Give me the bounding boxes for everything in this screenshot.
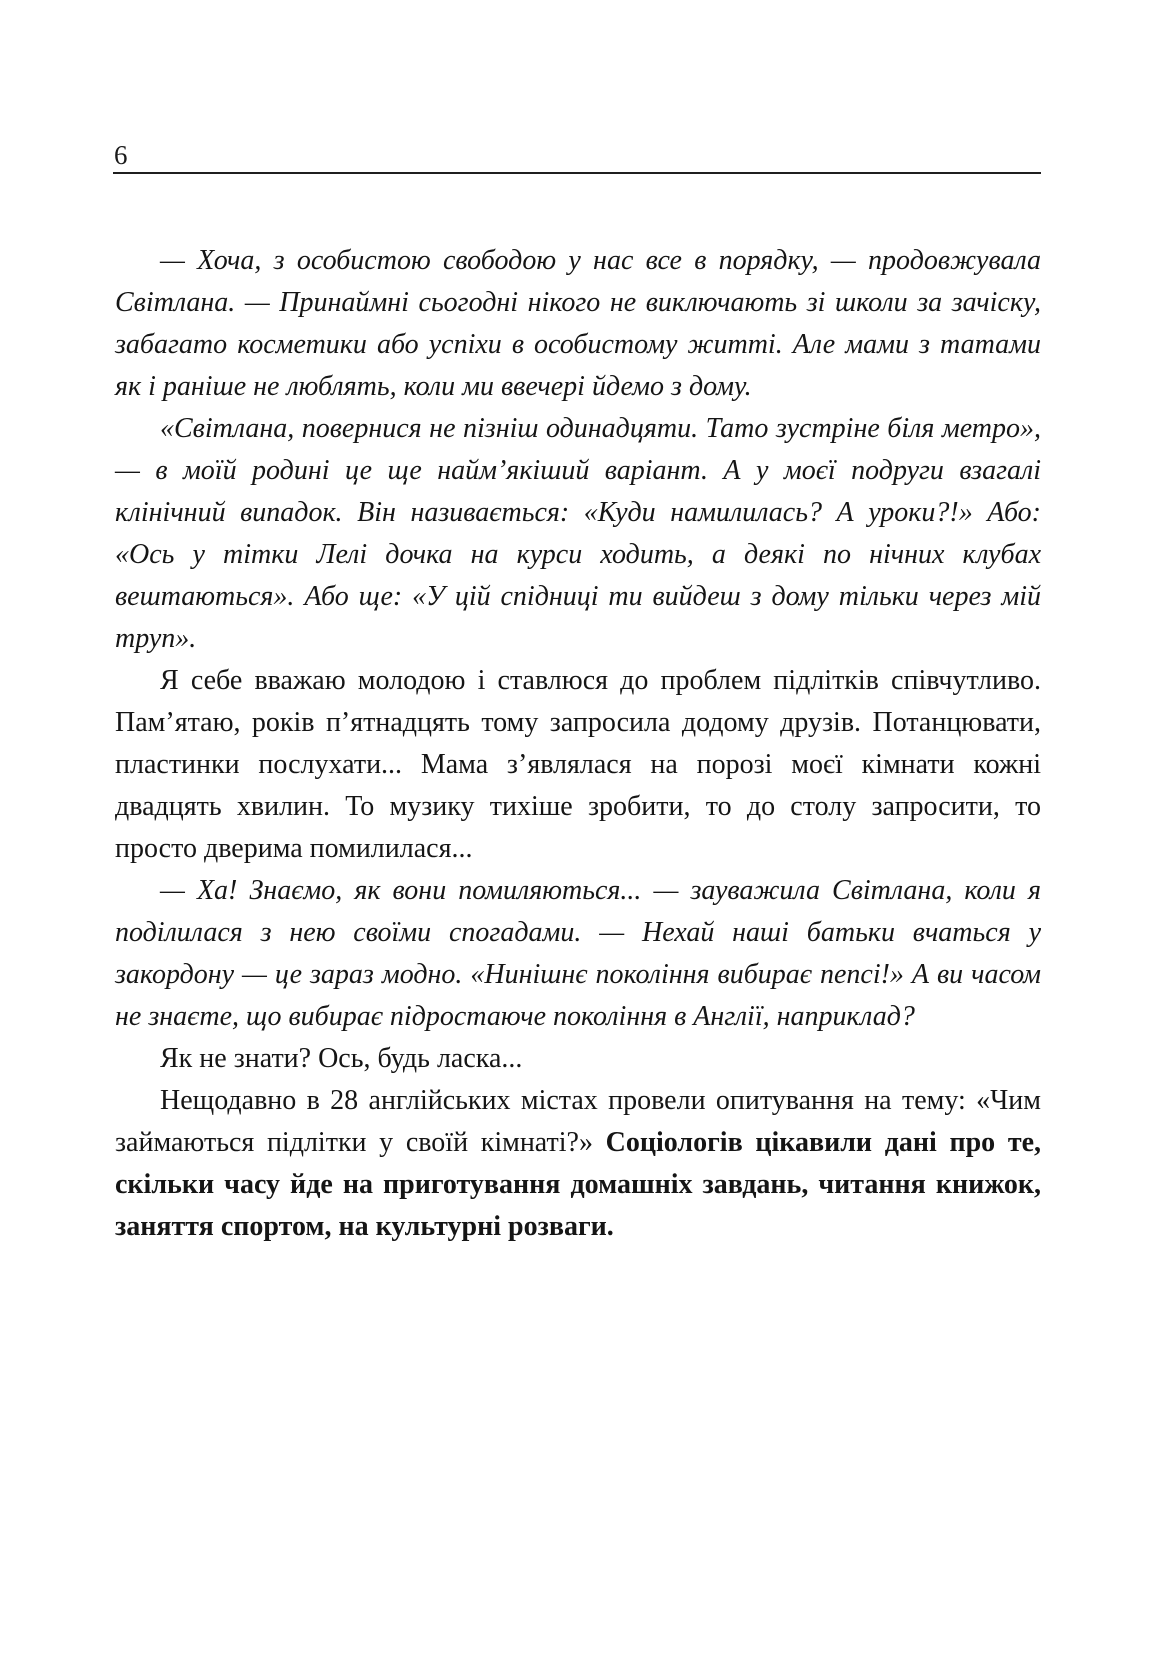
paragraph-dialogue-svitlana-freedom (115, 240, 1041, 408)
paragraph-author-memories (115, 660, 1041, 870)
paragraph-dialogue-parents-quotes (115, 408, 1041, 660)
header-rule (113, 172, 1041, 174)
page-body (115, 240, 1041, 1248)
paragraph-short-reply (115, 1038, 1041, 1080)
text-segment: «Світлана, повернися не пізніш одинадцяти. Тато зустріне біля метро», — в моїй родині це ще найм’якіший варіант. А у моєї подруги взагалі клінічний випадок. Він називається: «Куди намилилась? А уроки?!» Або: «Ось у тітки Лелі дочка на курси ходить, а деякі по нічних клубах вештаються». Або ще: «У цій спідниці ти вийдеш з дому тільки через мій труп». (115, 413, 1041, 654)
text-segment: Я себе вважаю молодою і ставлюся до проблем підлітків співчутливо. Пам’ятаю, років п’ятнадцять тому запросила додому друзів. Потанцювати, пластинки послухати... Мама з’являлася на порозі моєї кімнати кожні двадцять хвилин. То музику тихіше зробити, то до столу запросити, то просто дверима помилилася... (115, 665, 1041, 864)
text-segment: — Хоча, з особистою свободою у нас все в порядку, — продовжувала Світлана. — Принаймні сьогодні нікого не виключають зі школи за зачіску, забагато косметики або успіхи в особистому житті. Але мами з татами як і раніше не люблять, коли ми ввечері йдемо з дому. (115, 245, 1041, 402)
text-segment: Соціологів цікавили дані про те, скільки часу йде на приготування домашніх завдань, читання книжок, заняття спортом, на культурні розваги. (115, 1127, 1041, 1242)
text-segment: — Ха! Знаємо, як вони помиляються... — зауважила Світлана, коли я поділилася з нею своїми спогадами. — Нехай наші батьки вчаться у закордону — це зараз модно. «Нинішнє покоління вибирає пепсі!» А ви часом не знаєте, що вибирає підростаюче покоління в Англії, наприклад? (115, 875, 1041, 1032)
text-segment: Як не знати? Ось, будь ласка... (160, 1043, 523, 1074)
page-number: 6 (114, 140, 128, 170)
paragraph-survey (115, 1080, 1041, 1248)
text-segment: Нещодавно в 28 англійських містах провели опитування на тему: «Чим займаються підлітки у своїй кімнаті?» (115, 1085, 1041, 1158)
paragraph-dialogue-svitlana-pepsi (115, 870, 1041, 1038)
